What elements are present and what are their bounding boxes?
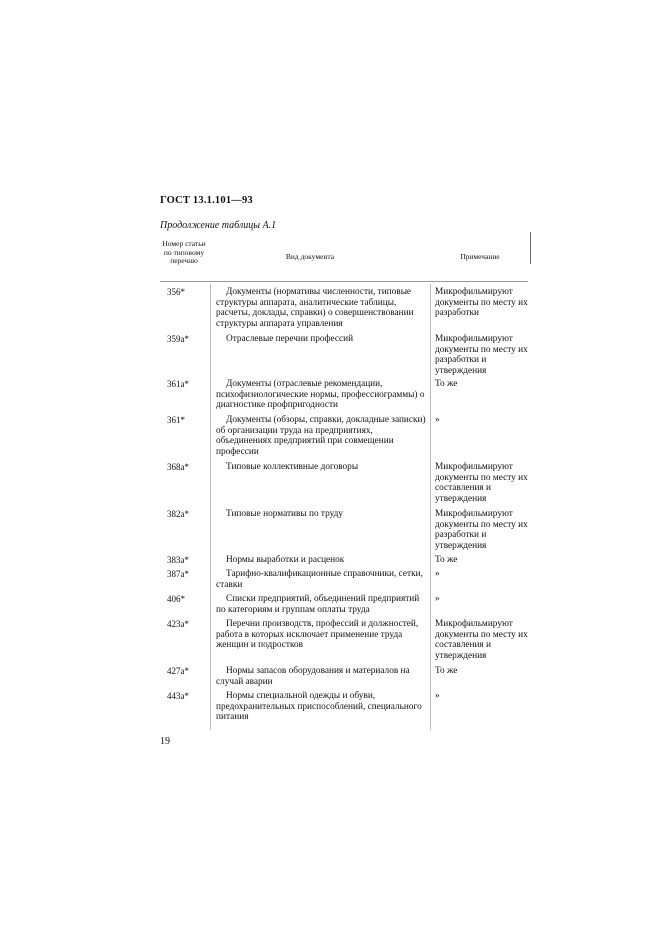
row-document: Списки предприятий, объединений предприятий по категориям и группам оплаты труда [216,594,420,615]
row-document: Документы (отраслевые рекомендации, психофизиологические нормы, профессиограммы) о диагностике профпригодности [216,379,425,411]
row-note: Микрофильмируют документы по месту их разработки [435,287,528,319]
row-number: 387а* [167,569,189,579]
row-number: 443а* [167,691,189,701]
row-document: Типовые коллективные договоры [226,462,359,472]
row-document: Отраслевые перечни профессий [226,334,354,344]
row-document: Документы (обзоры, справки, докладные записки) об организации труда на предприятиях, объединениях предприятий при совмещении профессии [216,415,426,458]
row-number: 359а* [167,334,189,344]
row-note: То же [435,555,458,565]
table-caption: Продолжение таблицы А.1 [160,220,277,231]
table-header-separator [160,281,528,282]
row-number: 382а* [167,509,189,519]
row-number: 368а* [167,462,189,472]
row-note: » [435,569,440,579]
row-number: 423а* [167,619,189,629]
page-header: ГОСТ 13.1.101—93 [160,195,253,206]
row-document: Нормы выработки и расценок [226,555,345,565]
row-number: 356* [167,287,185,297]
row-number: 361а* [167,379,189,389]
table-header-note: Примечание [460,252,500,261]
row-note: Микрофильмируют документы по месту их составления и утверждения [435,619,528,662]
page-number: 19 [160,736,170,747]
row-note: Микрофильмируют документы по месту их составления и утверждения [435,462,528,505]
row-note: » [435,691,440,701]
row-document: Типовые нормативы по труду [226,509,344,519]
row-number: 383а* [167,555,189,565]
row-document: Перечни производств, профессий и должностей, работа в которых исключает применение труда женщин и подростков [216,619,419,651]
column-divider-right [430,284,431,730]
row-document: Нормы запасов оборудования и материалов на случай аварии [216,666,410,687]
table-header-number: Номер статьи по типовому перечню [162,239,206,265]
row-note: » [435,594,440,604]
row-document: Нормы специальной одежды и обуви, предохранительных приспособлений, специального питания [216,691,422,723]
row-number: 406* [167,594,185,604]
row-document: Тарифно-квалификационные справочники, сетки, ставки [216,569,423,590]
row-note: Микрофильмируют документы по месту их разработки и утверждения [435,334,528,377]
row-note: » [435,415,440,425]
row-note: Микрофильмируют документы по месту их разработки и утверждения [435,509,528,552]
row-note: То же [435,666,458,676]
column-divider-left [210,284,211,730]
row-note: То же [435,379,458,389]
row-number: 361* [167,415,185,425]
row-number: 427а* [167,666,189,676]
row-document: Документы (нормативы численности, типовые структуры аппарата, аналитические таблицы, расчеты, доклады, справки) о совершенствовании структуры аппарата управления [216,287,414,330]
table-header-document: Вид документа [285,252,335,261]
table-right-border [530,232,531,264]
